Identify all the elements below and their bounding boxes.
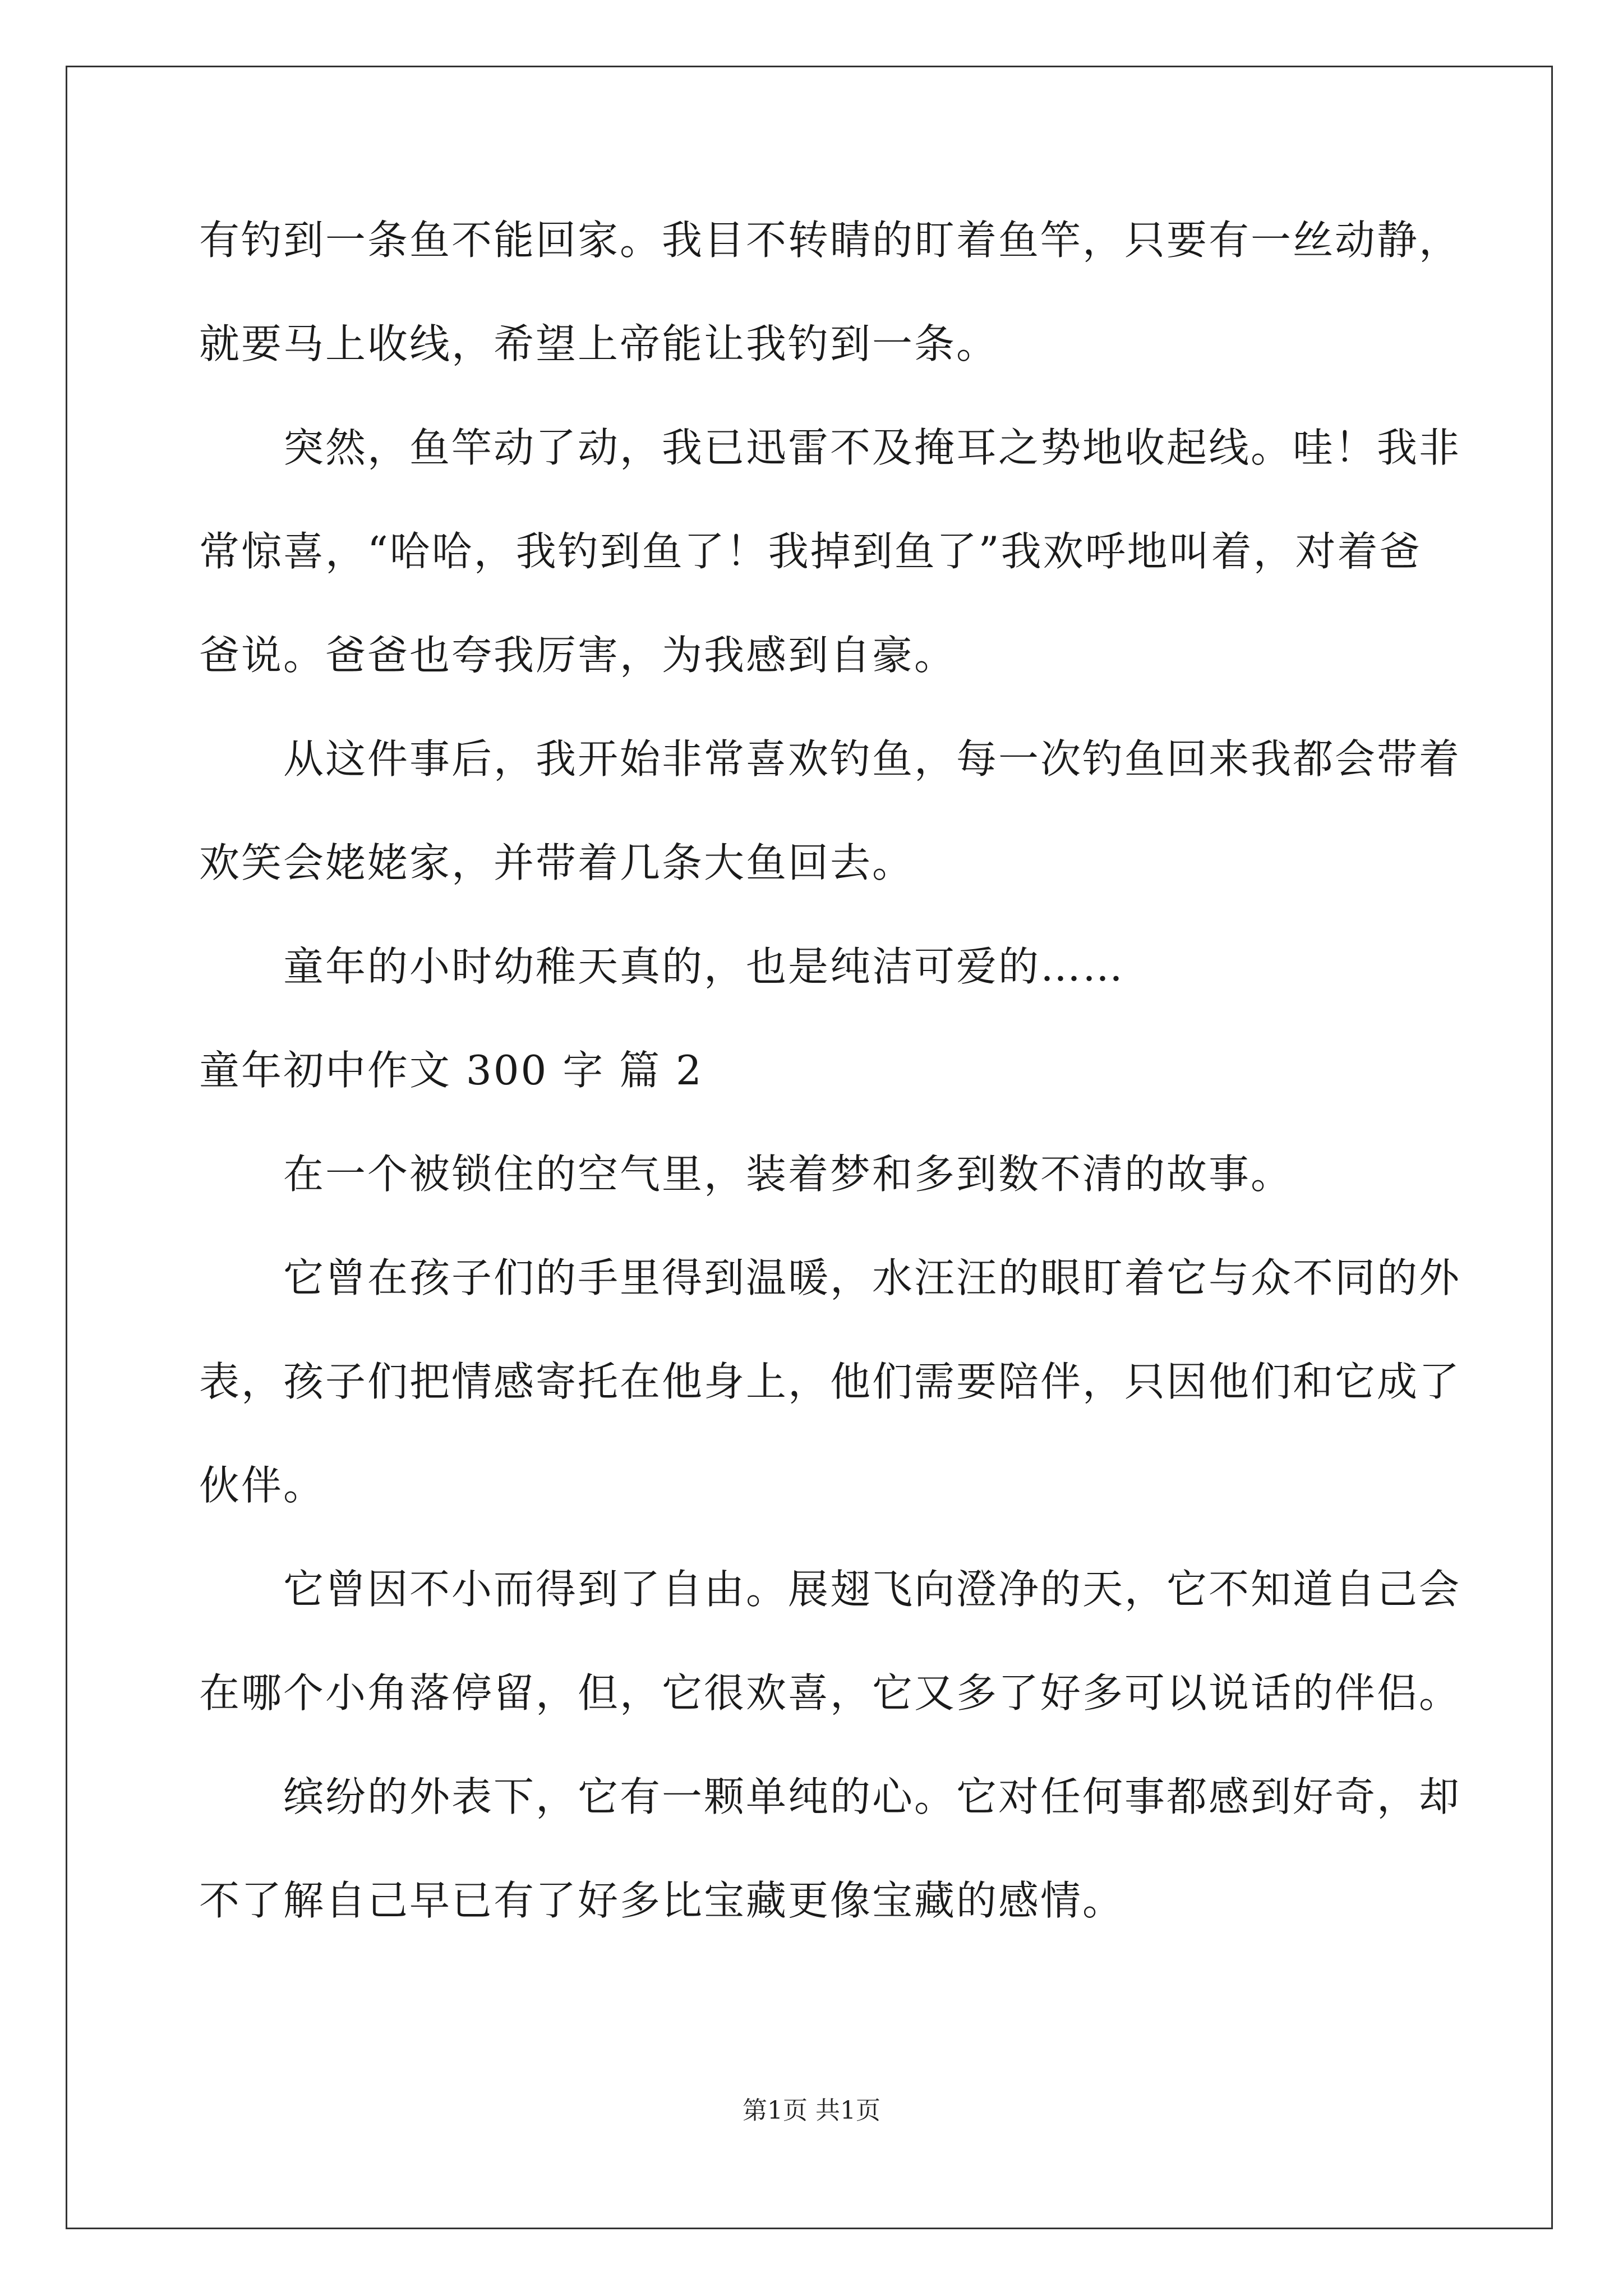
text-line: 常惊喜，“哈哈，我钓到鱼了！我掉到鱼了”我欢呼地叫着，对着爸 — [199, 528, 1422, 575]
text-line: 爸说。爸爸也夸我厉害，为我感到自豪。 — [199, 632, 957, 679]
paragraph-start-line: 从这件事后，我开始非常喜欢钓鱼，每一次钓鱼回来我都会带着 — [283, 735, 1461, 783]
paragraph-start-line: 在一个被锁住的空气里，装着梦和多到数不清的故事。 — [283, 1151, 1293, 1198]
text-line: 伙伴。 — [199, 1462, 326, 1509]
paragraph-start-line: 它曾因不小而得到了自由。展翅飞向澄净的天，它不知道自己会 — [283, 1566, 1461, 1613]
text-line: 欢笑会姥姥家，并带着几条大鱼回去。 — [199, 839, 915, 886]
text-line: 就要马上收线，希望上帝能让我钓到一条。 — [199, 320, 999, 367]
paragraph-start-line: 缤纷的外表下，它有一颗单纯的心。它对任何事都感到好奇，却 — [283, 1773, 1461, 1820]
paragraph-start-line: 它曾在孩子们的手里得到温暖，水汪汪的眼盯着它与众不同的外 — [283, 1254, 1461, 1301]
paragraph-start-line: 突然，鱼竿动了动，我已迅雷不及掩耳之势地收起线。哇！我非 — [283, 424, 1461, 471]
text-line: 有钓到一条鱼不能回家。我目不转睛的盯着鱼竿，只要有一丝动静， — [199, 217, 1461, 264]
paragraph-start-line: 童年的小时幼稚天真的，也是纯洁可爱的…… — [283, 943, 1125, 990]
page-footer: 第1页 共1页 — [743, 2096, 880, 2125]
text-line: 不了解自己早已有了好多比宝藏更像宝藏的感情。 — [199, 1877, 1125, 1924]
section-heading: 童年初中作文 300 字 篇 2 — [199, 1047, 703, 1094]
text-line: 表，孩子们把情感寄托在他身上，他们需要陪伴，只因他们和它成了 — [199, 1358, 1461, 1405]
text-line: 在哪个小角落停留，但，它很欢喜，它又多了好多可以说话的伴侣。 — [199, 1669, 1461, 1717]
